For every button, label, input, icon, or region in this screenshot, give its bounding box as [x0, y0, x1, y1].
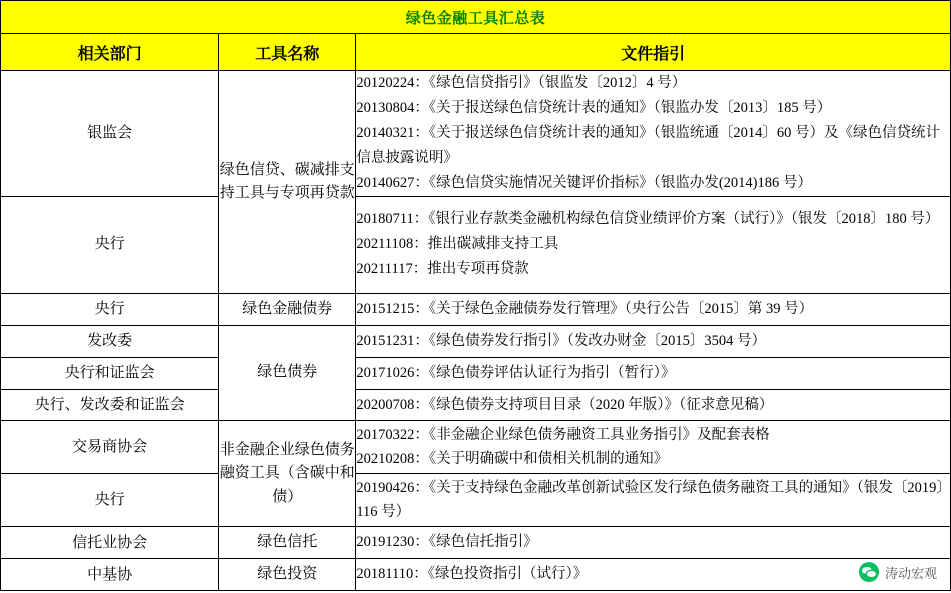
cell-tool-name: 非金融企业绿色债务融资工具（含碳中和债） [219, 421, 356, 527]
table-row [1, 71, 951, 197]
document-line: 20211117：推出专项再贷款 [356, 261, 529, 278]
cell-department: 央行 [1, 293, 219, 325]
cell-documents [356, 474, 951, 527]
table-row [1, 421, 951, 474]
cell-tool-name: 绿色金融债券 [219, 293, 356, 325]
table-row [1, 474, 951, 527]
document-line: 20151231：《绿色债券发行指引》（发改办财金〔2015〕3504 号） [356, 332, 766, 349]
cell-documents [356, 389, 951, 421]
document-line: 20190426：《关于支持绿色金融改革创新试验区发行绿色债务融资工具的通知》（银发〔2019〕116 号） [356, 479, 944, 521]
document-line: 20200708：《绿色债券支持项目目录（2020 年版）》（征求意见稿） [356, 396, 774, 413]
document-line: 20181110：《绿色投资指引（试行）》 [356, 566, 588, 583]
table-row [1, 527, 951, 559]
table-row [1, 293, 951, 325]
cell-department: 发改委 [1, 325, 219, 357]
document-line: 20130804：《关于报送绿色信贷统计表的通知》（银监办发〔2013〕185 号） [356, 99, 832, 116]
table-header-row [1, 34, 951, 71]
cell-tool-name: 绿色债券 [219, 325, 356, 421]
document-line: 20191230：《绿色信托指引》 [356, 534, 538, 551]
document-line: 20151215：《关于绿色金融债券发行管理》（央行公告〔2015〕第 39 号） [356, 300, 814, 317]
column-header-tool-name: 工具名称 [219, 34, 356, 71]
cell-tool-name: 绿色信贷、碳减排支持工具与专项再贷款 [219, 71, 356, 294]
cell-documents [356, 71, 951, 197]
document-line: 20171026：《绿色债券评估认证行为指引（暂行）》 [356, 364, 676, 381]
cell-department: 央行和证监会 [1, 357, 219, 389]
cell-department: 中基协 [1, 559, 219, 591]
document-line: 20180711：《银行业存款类金融机构绿色信贷业绩评价方案（试行）》（银发〔2018〕180 号） [356, 211, 940, 228]
table-title-row [1, 1, 951, 34]
cell-tool-name: 绿色信托 [219, 527, 356, 559]
document-line: 20210208：《关于明确碳中和债相关机制的通知》 [356, 451, 669, 468]
table-row [1, 196, 951, 293]
cell-documents [356, 293, 951, 325]
cell-tool-name: 绿色投资 [219, 559, 356, 591]
cell-documents [356, 196, 951, 293]
cell-department: 央行、发改委和证监会 [1, 389, 219, 421]
table-row [1, 559, 951, 591]
watermark-badge [853, 559, 943, 585]
table-title: 绿色金融工具汇总表 [1, 1, 951, 34]
column-header-department: 相关部门 [1, 34, 219, 71]
cell-documents [356, 325, 951, 357]
cell-department: 央行 [1, 474, 219, 527]
document-line: 20120224：《绿色信贷指引》（银监发〔2012〕4 号） [356, 75, 687, 91]
column-header-document-guide: 文件指引 [356, 34, 951, 71]
cell-department: 央行 [1, 196, 219, 293]
document-line: 20170322：《非金融企业绿色债务融资工具业务指引》及配套表格 [356, 426, 770, 443]
document-line: 20211108：推出碳减排支持工具 [356, 236, 559, 253]
document-line: 20140321：《关于报送绿色信贷统计表的通知》（银监统通〔2014〕60 号）及《绿色信贷统计信息披露说明》 [356, 124, 940, 166]
cell-department: 交易商协会 [1, 421, 219, 474]
cell-department: 银监会 [1, 71, 219, 197]
table-row [1, 325, 951, 357]
wechat-icon [859, 562, 879, 582]
cell-documents [356, 527, 951, 559]
watermark-label: 涛动宏观 [884, 565, 937, 581]
document-line: 20140627：《绿色信贷实施情况关键评价指标》（银监办发(2014)186 号） [356, 174, 812, 191]
table-row [1, 357, 951, 389]
cell-documents [356, 421, 951, 474]
cell-documents [356, 357, 951, 389]
table-row [1, 389, 951, 421]
cell-department: 信托业协会 [1, 527, 219, 559]
